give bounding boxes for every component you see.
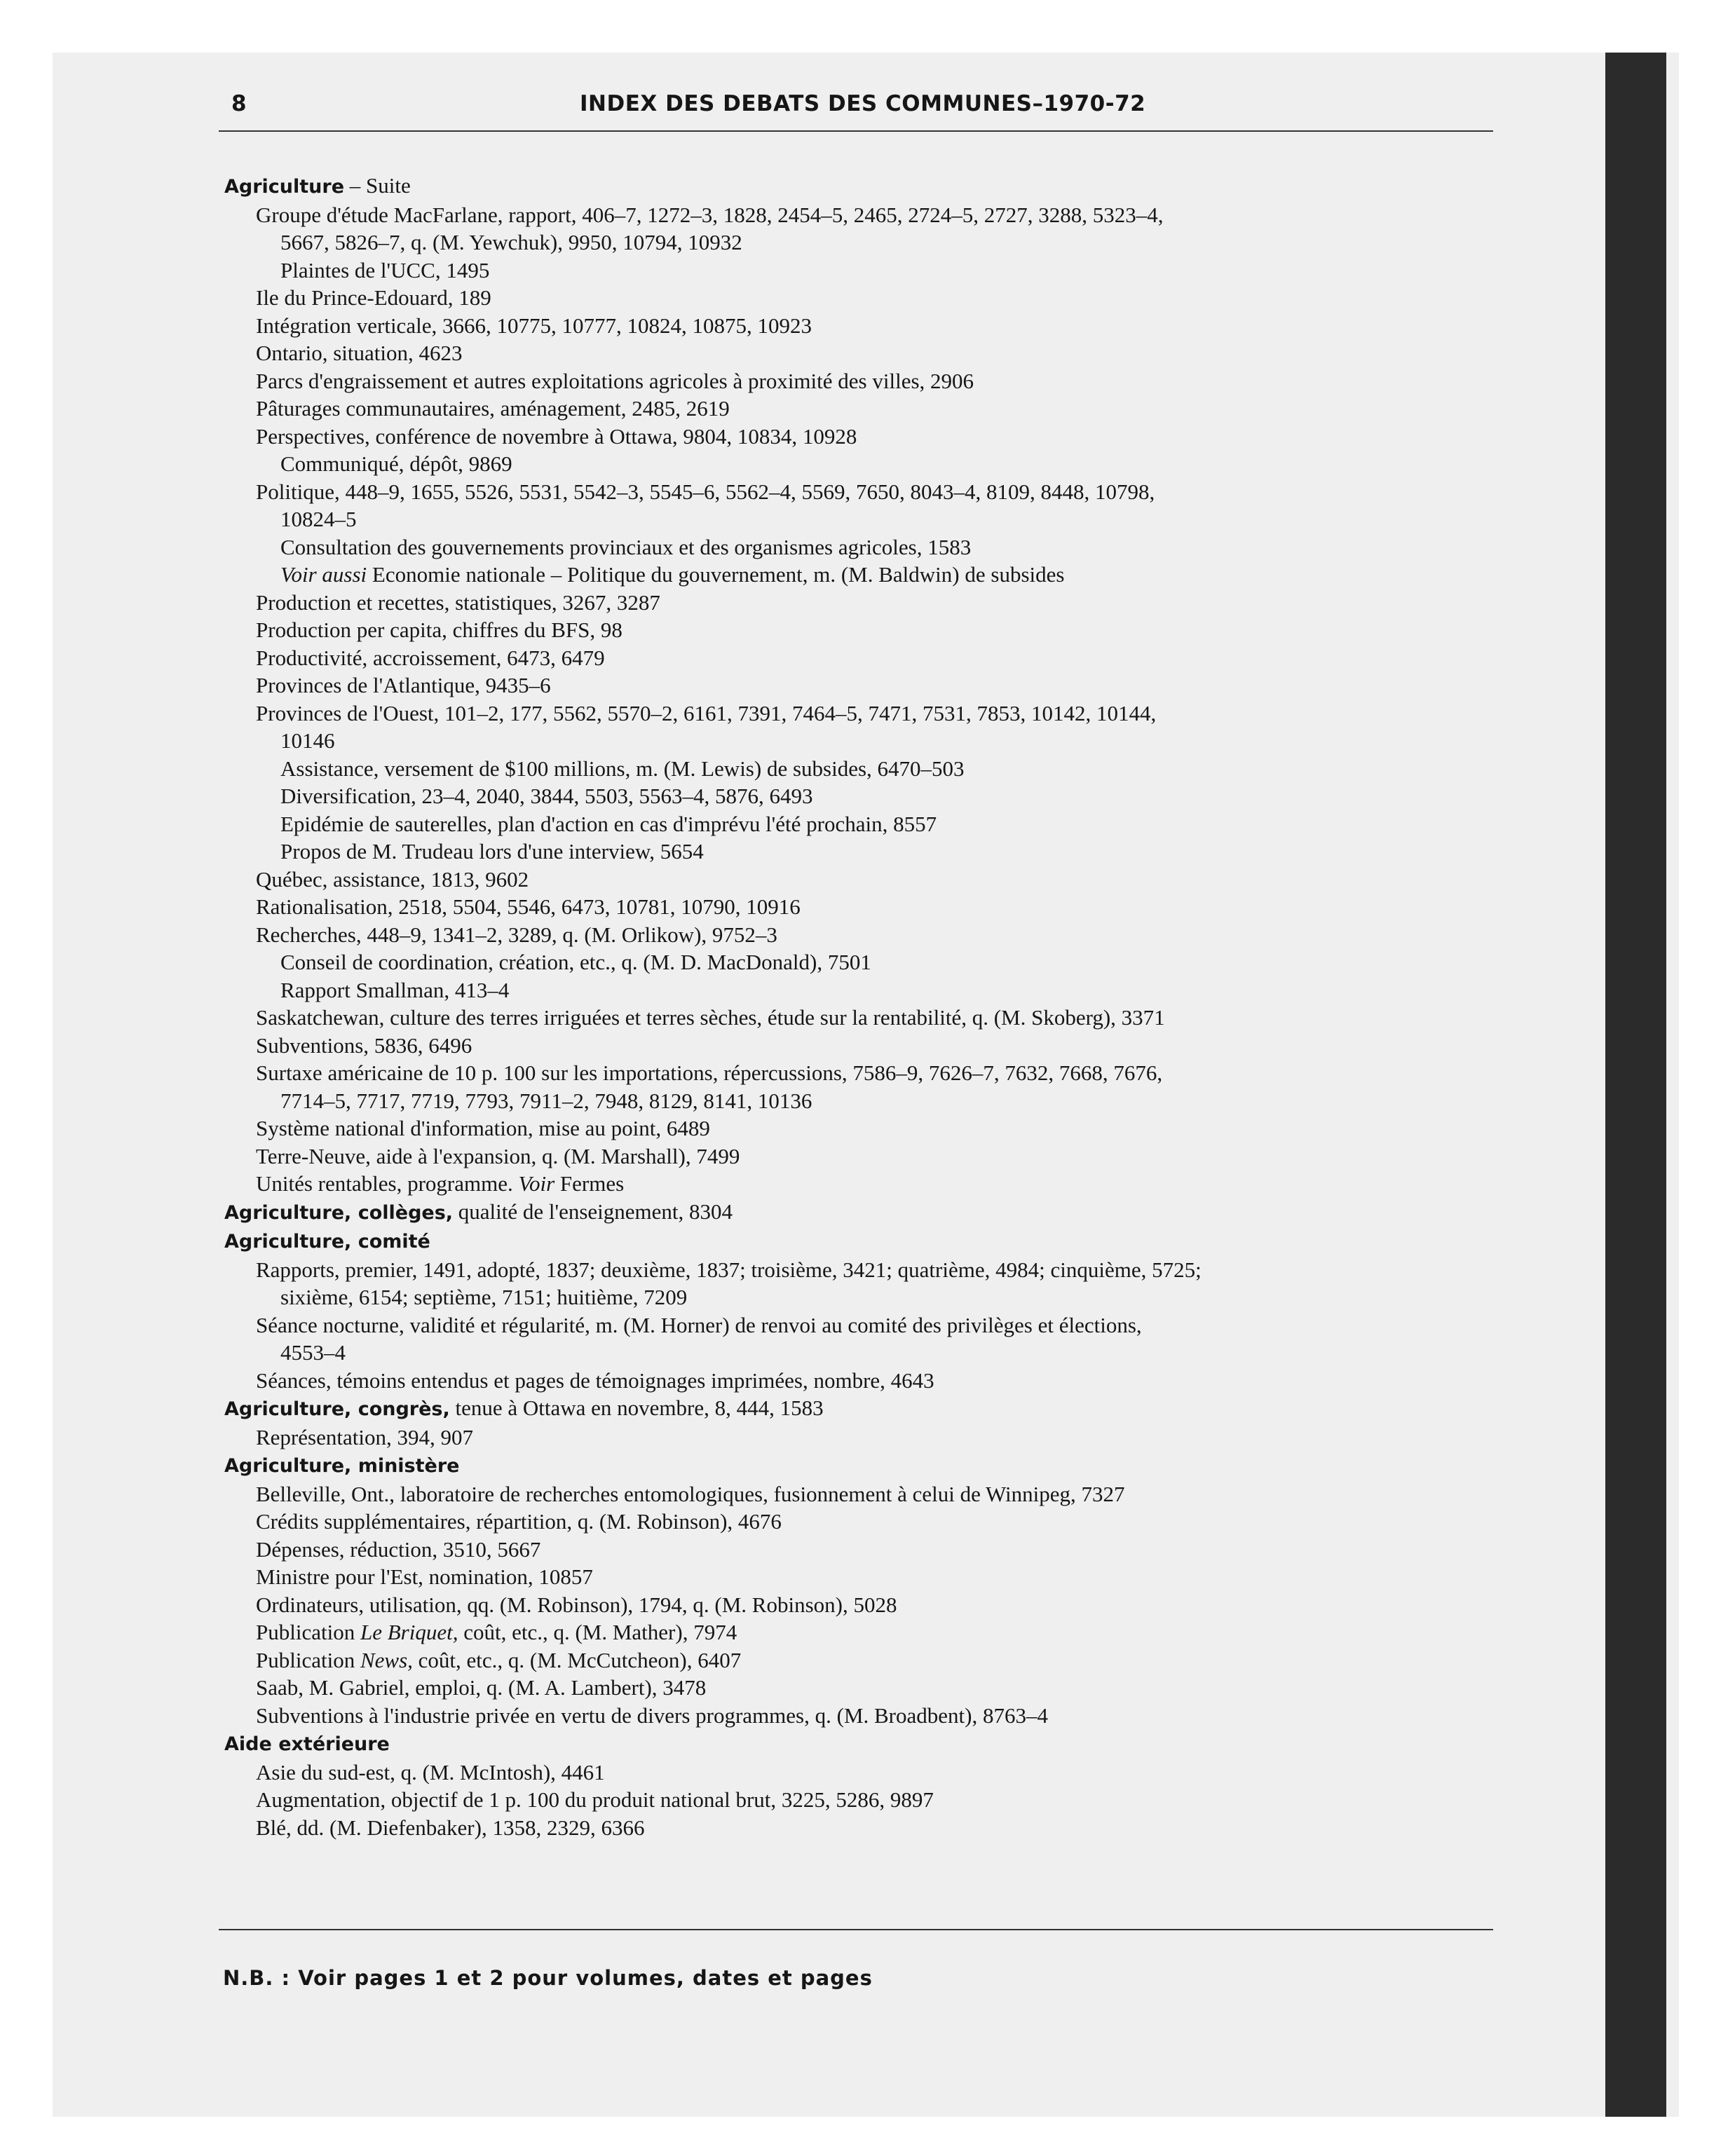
index-entry-line: [224, 755, 1493, 783]
entry-text: Perspectives, conférence de novembre à Ottawa, 9804, 10834, 10928: [256, 423, 857, 449]
index-entry-line: [224, 893, 1493, 921]
index-entry-line: [224, 1563, 1493, 1591]
index-entry-line: [224, 367, 1493, 395]
header-rule: [219, 130, 1493, 132]
entry-text: Productivité, accroissement, 6473, 6479: [256, 645, 605, 670]
page-header: [219, 84, 1493, 133]
index-entry-line: [224, 810, 1493, 838]
index-entry-line: [224, 1311, 1493, 1339]
entry-text: Crédits supplémentaires, répartition, q. (M. Robinson), 4676: [256, 1509, 782, 1534]
index-entry-line: [224, 1480, 1493, 1508]
entry-text: Asie du sud-est, q. (M. McIntosh), 4461: [256, 1759, 605, 1785]
index-entry-line: [224, 1087, 1493, 1115]
entry-text: Diversification, 23–4, 2040, 3844, 5503, 5563–4, 5876, 6493: [280, 784, 813, 808]
index-entry-line: [224, 589, 1493, 617]
index-entry-line: [224, 616, 1493, 644]
footnote: N.B. : Voir pages 1 et 2 pour volumes, dates et pages: [223, 1966, 873, 1990]
entry-text: Communiqué, dépôt, 9869: [280, 451, 512, 476]
entry-text: coût, etc., q. (M. McCutcheon), 6407: [412, 1647, 742, 1672]
index-entry-line: [224, 838, 1493, 866]
index-heading-line: [224, 1198, 1493, 1227]
index-entry-line: [224, 312, 1493, 340]
index-entry-line: [224, 1114, 1493, 1142]
entry-text: sixième, 6154; septième, 7151; huitième, 7209: [280, 1285, 688, 1309]
entry-text: Politique, 448–9, 1655, 5526, 5531, 5542–3, 5545–6, 5562–4, 5569, 7650, 8043–4, 8109, 8448, 10798,: [256, 479, 1155, 504]
index-entry-line: [224, 948, 1493, 976]
entry-text: Pâturages communautaires, aménagement, 2485, 2619: [256, 396, 730, 421]
entry-text: 4553–4: [280, 1340, 346, 1365]
entry-heading: Agriculture, ministère: [224, 1455, 460, 1477]
index-entry-line: [224, 1424, 1493, 1452]
entry-text: Blé, dd. (M. Diefenbaker), 1358, 2329, 6366: [256, 1815, 645, 1840]
entry-text: Système national d'information, mise au point, 6489: [256, 1116, 710, 1140]
entry-text: coût, etc., q. (M. Mather), 7974: [458, 1620, 737, 1644]
entry-text: Augmentation, objectif de 1 p. 100 du produit national brut, 3225, 5286, 9897: [256, 1787, 934, 1812]
entry-text: Provinces de l'Atlantique, 9435–6: [256, 673, 551, 697]
entry-text: Saskatchewan, culture des terres irriguées et terres sèches, étude sur la rentabilité, q. (M. Skoberg), 3371: [256, 1005, 1165, 1030]
index-entry-line: [224, 1646, 1493, 1674]
entry-text: 10146: [280, 728, 335, 753]
index-entry-line: [224, 976, 1493, 1004]
index-entry-line: [224, 1702, 1493, 1730]
entry-text: Ile du Prince-Edouard, 189: [256, 285, 491, 310]
index-entry-line: [224, 561, 1493, 589]
entry-italic-text: Voir aussi: [280, 562, 367, 587]
index-entry-line: [224, 284, 1493, 312]
entry-text: Ministre pour l'Est, nomination, 10857: [256, 1564, 593, 1589]
entry-italic-text: Le Briquet,: [360, 1620, 458, 1644]
entry-text: Epidémie de sauterelles, plan d'action en cas d'imprévu l'été prochain, 8557: [280, 811, 937, 836]
index-entry-line: [224, 1759, 1493, 1787]
index-heading-line: [224, 172, 1493, 201]
index-entry-line: [224, 201, 1493, 229]
index-entry-line: [224, 1786, 1493, 1814]
index-entry-line: [224, 671, 1493, 700]
entry-text: 5667, 5826–7, q. (M. Yewchuk), 9950, 10794, 10932: [280, 230, 742, 254]
index-entries: [224, 172, 1493, 1841]
entry-text: qualité de l'enseignement, 8304: [453, 1199, 733, 1224]
index-entry-line: [224, 228, 1493, 257]
entry-text: Groupe d'étude MacFarlane, rapport, 406–7, 1272–3, 1828, 2454–5, 2465, 2724–5, 2727, 3288, 5323–4,: [256, 202, 1164, 227]
entry-heading: Agriculture, congrès,: [224, 1398, 450, 1420]
index-entry-line: [224, 700, 1493, 728]
entry-text: Rapport Smallman, 413–4: [280, 977, 510, 1002]
index-entry-line: [224, 1674, 1493, 1702]
entry-text: Représentation, 394, 907: [256, 1424, 473, 1449]
entry-text: Subventions à l'industrie privée en vertu de divers programmes, q. (M. Broadbent), 8763–4: [256, 1703, 1048, 1728]
entry-heading: Aide extérieure: [224, 1733, 390, 1755]
entry-text: Saab, M. Gabriel, emploi, q. (M. A. Lambert), 3478: [256, 1675, 707, 1700]
entry-text: Publication: [256, 1620, 360, 1644]
entry-text: Québec, assistance, 1813, 9602: [256, 866, 529, 892]
entry-text: – Suite: [344, 173, 411, 198]
entry-text: Consultation des gouvernements provinciaux et des organismes agricoles, 1583: [280, 534, 972, 559]
index-entry-line: [224, 478, 1493, 506]
index-entry-line: [224, 1339, 1493, 1367]
entry-text: 10824–5: [280, 507, 357, 531]
index-entry-line: [224, 423, 1493, 451]
entry-text: Economie nationale – Politique du gouvernement, m. (M. Baldwin) de subsides: [367, 562, 1065, 587]
entry-italic-text: Voir: [518, 1171, 555, 1196]
entry-text: Ordinateurs, utilisation, qq. (M. Robinson), 1794, q. (M. Robinson), 5028: [256, 1592, 897, 1617]
entry-text: Rationalisation, 2518, 5504, 5546, 6473, 10781, 10790, 10916: [256, 894, 801, 919]
index-entry-line: [224, 1142, 1493, 1171]
index-entry-line: [224, 1591, 1493, 1619]
entry-text: tenue à Ottawa en novembre, 8, 444, 1583: [449, 1396, 824, 1420]
entry-text: Terre-Neuve, aide à l'expansion, q. (M. Marshall), 7499: [256, 1143, 740, 1168]
index-heading-line: [224, 1394, 1493, 1424]
index-entry-line: [224, 644, 1493, 672]
index-entry-line: [224, 450, 1493, 478]
entry-text: Intégration verticale, 3666, 10775, 10777, 10824, 10875, 10923: [256, 313, 812, 338]
index-entry-line: [224, 1032, 1493, 1060]
entry-italic-text: News,: [360, 1647, 413, 1672]
index-entry-line: [224, 1814, 1493, 1842]
entry-text: Fermes: [554, 1171, 625, 1196]
index-entry-line: [224, 257, 1493, 285]
index-heading-line: [224, 1451, 1493, 1480]
running-title: INDEX DES DEBATS DES COMMUNES–1970-72: [580, 91, 1146, 116]
entry-text: Parcs d'engraissement et autres exploitations agricoles à proximité des villes, 2906: [256, 368, 974, 393]
index-entry-line: [224, 1618, 1493, 1646]
index-entry-line: [224, 1283, 1493, 1311]
index-entry-line: [224, 395, 1493, 423]
entry-text: Séances, témoins entendus et pages de témoignages imprimées, nombre, 4643: [256, 1367, 934, 1393]
entry-text: Ontario, situation, 4623: [256, 341, 463, 365]
index-heading-line: [224, 1729, 1493, 1759]
entry-heading: Agriculture, comité: [224, 1231, 430, 1253]
entry-text: Production et recettes, statistiques, 3267, 3287: [256, 589, 660, 615]
index-entry-line: [224, 339, 1493, 367]
index-entry-line: [224, 866, 1493, 894]
entry-heading: Agriculture, collèges,: [224, 1201, 454, 1224]
index-entry-line: [224, 1508, 1493, 1536]
entry-text: Rapports, premier, 1491, adopté, 1837; deuxième, 1837; troisième, 3421; quatrième, 4984; cinquième, 5725;: [256, 1257, 1202, 1282]
scan-edge-shadow: [1605, 53, 1666, 2117]
entry-text: Assistance, versement de $100 millions, m. (M. Lewis) de subsides, 6470–503: [280, 756, 965, 781]
entry-text: Belleville, Ont., laboratoire de recherches entomologiques, fusionnement à celui de Winnipeg, 7327: [256, 1481, 1125, 1506]
entry-text: Surtaxe américaine de 10 p. 100 sur les importations, répercussions, 7586–9, 7626–7, 7632, 7668, 7676,: [256, 1060, 1163, 1085]
index-entry-line: [224, 1004, 1493, 1032]
index-entry-line: [224, 505, 1493, 533]
entry-text: Unités rentables, programme.: [256, 1171, 519, 1196]
entry-text: 7714–5, 7717, 7719, 7793, 7911–2, 7948, 8129, 8141, 10136: [280, 1088, 812, 1113]
entry-text: Provinces de l'Ouest, 101–2, 177, 5562, 5570–2, 6161, 7391, 7464–5, 7471, 7531, 7853, 10142, 10144,: [256, 700, 1157, 725]
page-number: 8: [231, 91, 247, 116]
index-entry-line: [224, 1367, 1493, 1395]
entry-text: Production per capita, chiffres du BFS, 98: [256, 618, 622, 642]
index-entry-line: [224, 1256, 1493, 1284]
entry-text: Conseil de coordination, création, etc., q. (M. D. MacDonald), 7501: [280, 950, 871, 974]
index-entry-line: [224, 921, 1493, 949]
index-entry-line: [224, 1059, 1493, 1087]
index-entry-line: [224, 727, 1493, 755]
index-entry-line: [224, 782, 1493, 810]
index-heading-line: [224, 1227, 1493, 1256]
entry-text: Recherches, 448–9, 1341–2, 3289, q. (M. Orlikow), 9752–3: [256, 922, 777, 947]
index-entry-line: [224, 1536, 1493, 1564]
index-entry-line: [224, 533, 1493, 561]
entry-text: Plaintes de l'UCC, 1495: [280, 257, 490, 282]
entry-text: Publication: [256, 1647, 360, 1672]
entry-heading: Agriculture: [224, 176, 345, 198]
entry-text: Subventions, 5836, 6496: [256, 1032, 472, 1058]
entry-text: Propos de M. Trudeau lors d'une interview, 5654: [280, 839, 704, 864]
footer-rule: [219, 1929, 1493, 1930]
index-entry-line: [224, 1170, 1493, 1198]
entry-text: Séance nocturne, validité et régularité, m. (M. Horner) de renvoi au comité des privilèges et élections,: [256, 1312, 1142, 1337]
entry-text: Dépenses, réduction, 3510, 5667: [256, 1536, 541, 1562]
